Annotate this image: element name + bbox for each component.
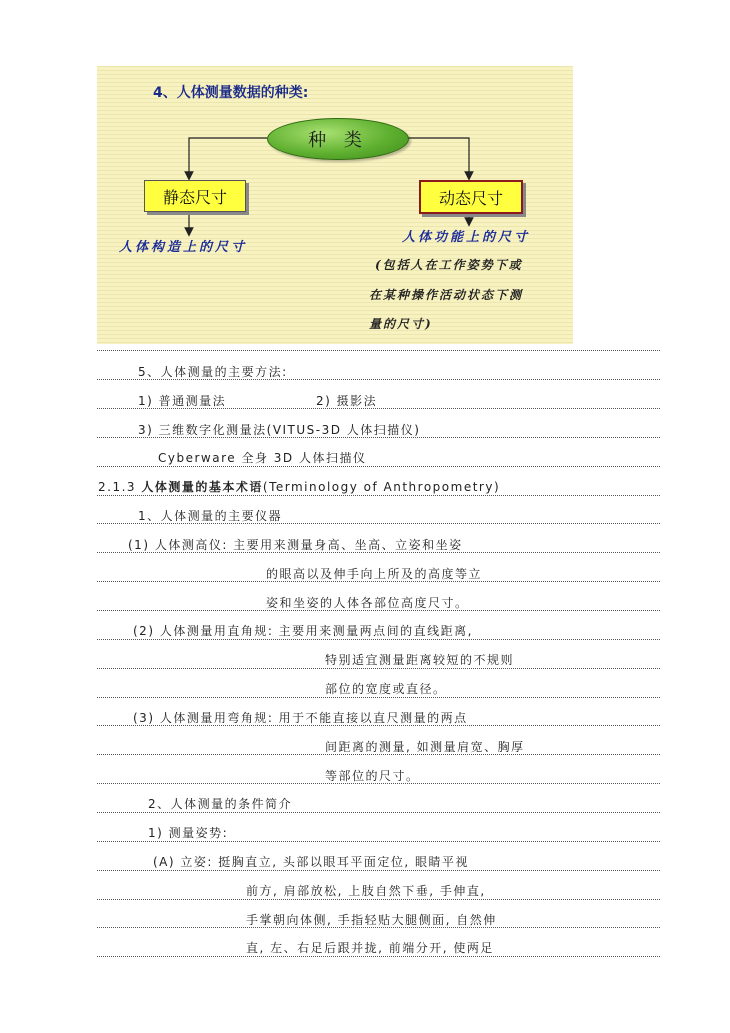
rule-line xyxy=(97,495,660,496)
section-title: 人体测量的基本术语 xyxy=(141,480,263,494)
diagram-title: 4、人体测量数据的种类: xyxy=(153,85,309,101)
posture-standing-line-2: 前方, 肩部放松, 上肢自然下垂, 手伸直, xyxy=(246,884,486,898)
dynamic-size-box: 动态尺寸 xyxy=(419,180,523,214)
classification-diagram xyxy=(97,66,573,344)
rule-line xyxy=(97,899,660,900)
rule-line xyxy=(97,725,660,726)
rule-line xyxy=(97,754,660,755)
heading-measurement-methods: 5、人体测量的主要方法: xyxy=(138,365,288,379)
rule-line xyxy=(97,783,660,784)
rule-line xyxy=(97,523,660,524)
rule-line xyxy=(97,581,660,582)
dynamic-detail-line-3: 量的尺寸) xyxy=(369,317,433,331)
rule-line xyxy=(97,870,660,871)
connector-right xyxy=(407,138,469,176)
rule-line xyxy=(97,379,660,380)
rule-line xyxy=(97,552,660,553)
method-cyberware: Cyberware 全身 3D 人体扫描仪 xyxy=(158,451,367,465)
section-heading-terminology xyxy=(98,480,500,494)
rule-line xyxy=(97,466,660,467)
rule-line xyxy=(97,668,660,669)
instrument-1-line-2: 的眼高以及伸手向上所及的高度等立 xyxy=(266,567,483,581)
rule-line xyxy=(97,639,660,640)
instrument-3-line-3: 等部位的尺寸。 xyxy=(325,769,420,783)
rule-line xyxy=(97,408,660,409)
heading-posture: 1) 测量姿势: xyxy=(148,826,229,840)
static-size-box: 静态尺寸 xyxy=(144,180,246,212)
rule-line xyxy=(97,350,660,351)
instrument-2-line-3: 部位的宽度或直径。 xyxy=(325,682,447,696)
rule-line xyxy=(97,956,660,957)
instrument-2-line-1: (2) 人体测量用直角规: 主要用来测量两点间的直线距离, xyxy=(133,624,473,638)
root-node: 种 类 xyxy=(267,118,409,160)
instrument-1-line-1: (1) 人体测高仪: 主要用来测量身高、坐高、立姿和坐姿 xyxy=(128,538,463,552)
static-size-note: 人体构造上的尺寸 xyxy=(119,240,248,255)
heading-instruments: 1、人体测量的主要仪器 xyxy=(138,509,283,523)
dynamic-detail-line-1: (包括人在工作姿势下或 xyxy=(375,258,523,272)
rule-line xyxy=(97,437,660,438)
method-ordinary: 1) 普通测量法 xyxy=(138,394,227,408)
instrument-3-line-1: (3) 人体测量用弯角规: 用于不能直接以直尺测量的两点 xyxy=(133,711,468,725)
posture-standing-line-1: (A) 立姿: 挺胸直立, 头部以眼耳平面定位, 眼睛平视 xyxy=(153,855,470,869)
instrument-3-line-2: 间距离的测量, 如测量肩宽、胸厚 xyxy=(325,740,525,754)
rule-line xyxy=(97,927,660,928)
section-number: 2.1.3 xyxy=(98,480,137,494)
dynamic-size-note: 人体功能上的尺寸 xyxy=(402,230,531,245)
posture-standing-line-4: 直, 左、右足后跟并拢, 前端分开, 使两足 xyxy=(246,941,494,955)
instrument-2-line-2: 特别适宜测量距离较短的不规则 xyxy=(325,653,515,667)
rule-line xyxy=(97,841,660,842)
method-3d-digital: 3) 三维数字化测量法(VITUS-3D 人体扫描仪) xyxy=(138,423,421,437)
heading-conditions: 2、人体测量的条件简介 xyxy=(148,797,293,811)
connector-left xyxy=(189,138,267,176)
section-title-english: (Terminology of Anthropometry) xyxy=(262,480,501,494)
posture-standing-line-3: 手掌朝向体侧, 手指轻贴大腿侧面, 自然伸 xyxy=(246,913,497,927)
rule-line xyxy=(97,812,660,813)
dynamic-detail-line-2: 在某种操作活动状态下测 xyxy=(369,288,524,302)
method-photography: 2) 摄影法 xyxy=(316,394,378,408)
rule-line xyxy=(97,697,660,698)
rule-line xyxy=(97,610,660,611)
instrument-1-line-3: 姿和坐姿的人体各部位高度尺寸。 xyxy=(266,596,469,610)
